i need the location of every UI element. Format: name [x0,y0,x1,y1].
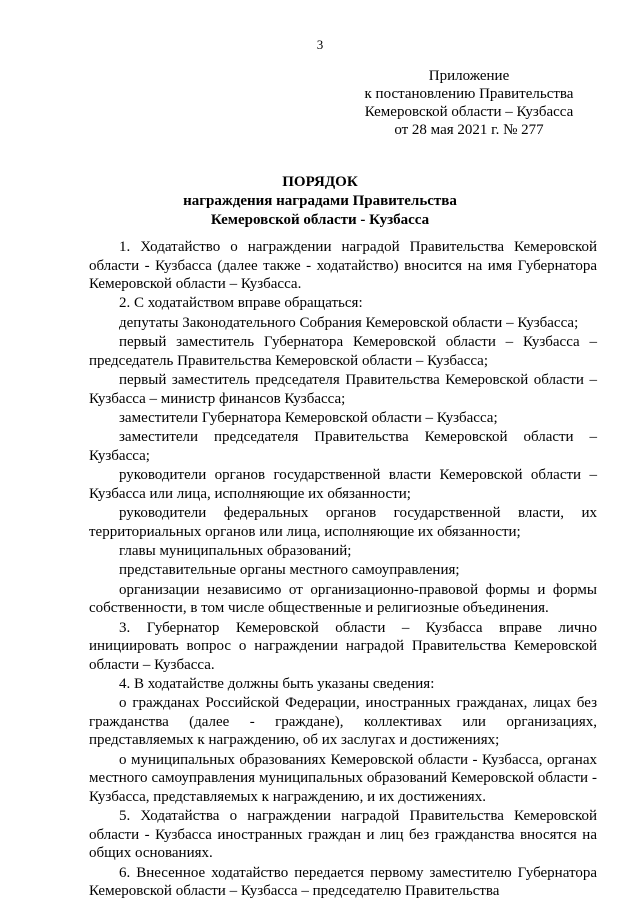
paragraph: 3. Губернатор Кемеровской области – Кузбасса вправе лично инициировать вопрос о награждении наградой Правительства Кемеровской области – Кузбасса. [89,619,597,673]
appendix-line: от 28 мая 2021 г. № 277 [394,122,544,138]
appendix-header [339,67,599,139]
title-line: Кемеровской области - Кузбасса [210,212,430,228]
paragraph: 4. В ходатайстве должны быть указаны сведения: [119,676,435,693]
title-line: ПОРЯДОК [282,174,358,190]
paragraph: о гражданах Российской Федерации, иностранных гражданах, лицах без гражданства (далее - граждане), коллективах или организациях, представляемых к награждению, об их заслугах и достижениях; [89,695,597,749]
title-line: награждения наградами Правительства [183,193,457,209]
paragraph: руководители федеральных органов государственной власти, их территориальных органов или лица, исполняющие их обязанности; [89,505,597,540]
document-title [0,173,640,230]
paragraph: 1. Ходатайство о награждении наградой Правительства Кемеровской области - Кузбасса (далее также - ходатайство) вносится на имя Губернатора Кемеровской области – Кузбасса. [89,239,597,292]
paragraph: руководители органов государственной власти Кемеровской области – Кузбасса или лица, исполняющие их обязанности; [89,467,597,502]
paragraph: 2. С ходатайством вправе обращаться: [119,295,363,312]
appendix-line: к постановлению Правительства [364,86,574,102]
paragraph: 5. Ходатайства о награждении наградой Правительства Кемеровской области - Кузбасса иностранных граждан и лиц без гражданства вносятся на общих основаниях. [89,808,597,862]
appendix-line: Приложение [428,68,510,84]
paragraph: депутаты Законодательного Собрания Кемеровской области – Кузбасса; [119,314,579,331]
paragraph: первый заместитель председателя Правительства Кемеровской области – Кузбасса – министр финансов Кузбасса; [89,372,597,407]
paragraph: заместители Губернатора Кемеровской области – Кузбасса; [119,409,498,426]
page-number: 3 [316,37,324,52]
paragraph: первый заместитель Губернатора Кемеровской области – Кузбасса – председатель Правительства Кемеровской области – Кузбасса; [89,334,597,369]
paragraph: представительные органы местного самоуправления; [119,562,460,579]
paragraph: о муниципальных образованиях Кемеровской области - Кузбасса, органах местного самоуправления муниципальных образований Кемеровской области - Кузбасса, представляемых к награждению, и их достижениях. [89,751,597,805]
appendix-line: Кемеровской области – Кузбасса [364,104,574,120]
paragraph: 6. Внесенное ходатайство передается первому заместителю Губернатора Кемеровской области – Кузбасса – председателю Правительства [89,864,597,900]
paragraph: организации независимо от организационно-правовой формы и формы собственности, в том числе общественные и религиозные объединения. [89,581,597,617]
paragraph: заместители председателя Правительства Кемеровской области – Кузбасса; [89,429,597,464]
document-body [89,238,597,902]
paragraph: главы муниципальных образований; [119,543,352,560]
